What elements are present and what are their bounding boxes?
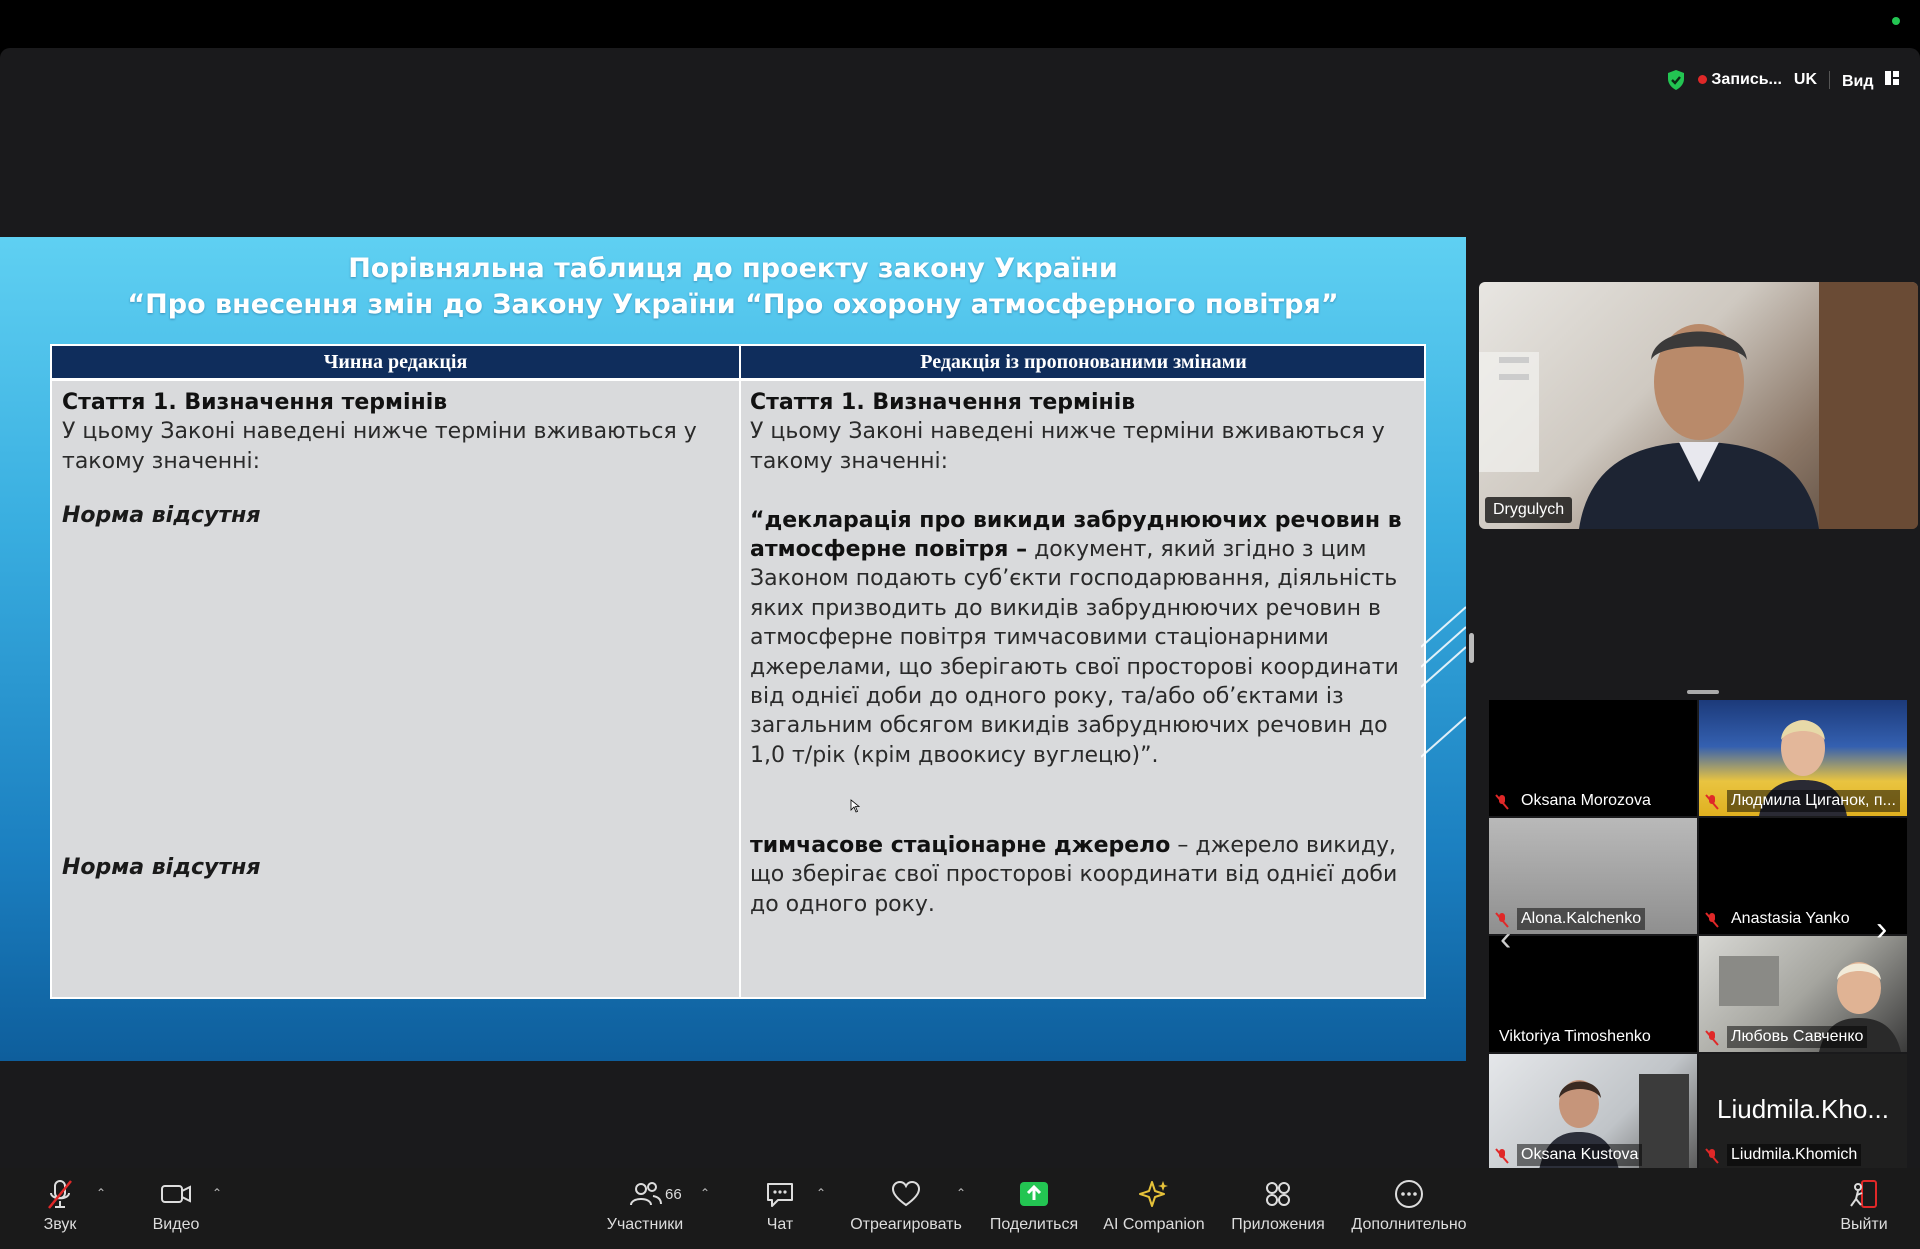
current-article-text: У цьому Законі наведені нижче терміни вживаються у такому значенні: bbox=[62, 419, 697, 474]
more-button[interactable] bbox=[1346, 1178, 1472, 1234]
proposed-article-heading: Стаття 1. Визначення термінів bbox=[750, 390, 1136, 415]
participants-count: 66 bbox=[665, 1186, 682, 1203]
participants-options-caret[interactable]: ⌃ bbox=[700, 1186, 711, 1200]
participant-tile[interactable] bbox=[1489, 936, 1697, 1052]
muted-mic-icon bbox=[1495, 794, 1509, 810]
react-label: Отреагировать bbox=[850, 1216, 962, 1233]
share-screen-icon bbox=[1018, 1178, 1050, 1210]
definition-1-text: документ, який згідно з цим Законом подають суб’єкти господарювання, діяльність яких призводить до викидів забруднюючих речовин в атмосферне повітря тимчасовими стаціонарними джерелами, що зберігають свої просторові координати від однієї доби до одного року, та/або об’єктами із загальним обсягом викидів забруднюючих речовин до 1,0 т/рік (крім двоокису вуглецю)”. bbox=[750, 537, 1399, 768]
participant-tile[interactable] bbox=[1699, 1054, 1907, 1170]
participant-tile[interactable] bbox=[1489, 818, 1697, 934]
ai-companion-label: AI Companion bbox=[1103, 1216, 1205, 1233]
muted-mic-icon bbox=[1495, 1148, 1509, 1164]
proposed-definition-2-cell bbox=[750, 831, 1418, 919]
chat-button[interactable] bbox=[760, 1178, 800, 1234]
audio-options-caret[interactable]: ⌃ bbox=[96, 1186, 107, 1200]
participant-name: Liudmila.Khomich bbox=[1727, 1144, 1861, 1166]
active-speaker-video[interactable] bbox=[1479, 282, 1918, 529]
language-button[interactable]: UK bbox=[1793, 71, 1817, 88]
current-article-heading: Стаття 1. Визначення термінів bbox=[62, 390, 448, 415]
meeting-status-bar bbox=[1666, 66, 1900, 94]
react-button[interactable] bbox=[846, 1178, 966, 1234]
comparison-table bbox=[50, 344, 1426, 999]
apps-button[interactable] bbox=[1228, 1178, 1328, 1234]
participant-tile[interactable] bbox=[1699, 936, 1907, 1052]
apps-icon bbox=[1262, 1178, 1294, 1210]
proposed-article-cell bbox=[750, 388, 1418, 770]
slide-title-line1: Порівняльна таблиця до проекту закону України bbox=[348, 253, 1118, 284]
column-header-proposed: Редакція із пропонованими змінами bbox=[920, 351, 1247, 373]
current-article-cell bbox=[62, 388, 722, 476]
recording-indicator[interactable]: Запись... bbox=[1698, 71, 1782, 89]
participant-name: Oksana Kustova bbox=[1517, 1144, 1642, 1166]
sparkle-icon bbox=[1138, 1178, 1170, 1210]
chat-label: Чат bbox=[766, 1216, 794, 1233]
norm-absent-1: Норма відсутня bbox=[62, 503, 261, 528]
audio-button[interactable] bbox=[34, 1178, 86, 1234]
gallery-prev-arrow[interactable]: ‹ bbox=[1500, 920, 1512, 958]
share-label: Поделиться bbox=[989, 1216, 1079, 1233]
muted-mic-icon bbox=[1705, 912, 1719, 928]
panel-resize-handle[interactable] bbox=[1469, 633, 1474, 663]
react-options-caret[interactable]: ⌃ bbox=[956, 1186, 967, 1200]
chat-options-caret[interactable]: ⌃ bbox=[816, 1186, 827, 1200]
participant-tile[interactable] bbox=[1699, 700, 1907, 816]
heart-icon bbox=[890, 1178, 922, 1210]
table-header-row bbox=[52, 346, 1424, 381]
shared-screen-slide bbox=[0, 237, 1466, 1061]
leave-icon bbox=[1848, 1178, 1880, 1210]
view-button[interactable]: Вид bbox=[1842, 70, 1900, 91]
leave-button[interactable] bbox=[1836, 1178, 1892, 1234]
proposed-article-text: У цьому Законі наведені нижче терміни вживаються у такому значенні: bbox=[750, 419, 1385, 474]
ai-companion-button[interactable] bbox=[1100, 1178, 1208, 1234]
camera-indicator bbox=[1892, 17, 1900, 25]
muted-mic-icon bbox=[1705, 1148, 1719, 1164]
status-divider bbox=[1829, 71, 1830, 89]
participant-name: Людмила Циганок, п... bbox=[1727, 790, 1900, 812]
participant-name: Любовь Савченко bbox=[1727, 1026, 1867, 1048]
gallery-next-arrow[interactable]: › bbox=[1876, 910, 1888, 948]
participant-display-name: Liudmila.Kho... bbox=[1717, 1094, 1889, 1124]
participant-name: Viktoriya Timoshenko bbox=[1495, 1026, 1655, 1048]
leave-label: Выйти bbox=[1840, 1216, 1888, 1233]
slide-decorative-lines bbox=[1421, 587, 1466, 767]
share-button[interactable] bbox=[988, 1178, 1080, 1234]
definition-2-term: тимчасове стаціонарне джерело bbox=[750, 833, 1171, 858]
table-column-divider bbox=[739, 346, 741, 997]
shield-icon[interactable] bbox=[1666, 69, 1686, 91]
participant-name: Alona.Kalchenko bbox=[1517, 908, 1645, 930]
column-header-current: Чинна редакція bbox=[323, 351, 468, 373]
video-options-caret[interactable]: ⌃ bbox=[212, 1186, 223, 1200]
video-label: Видео bbox=[152, 1216, 200, 1233]
window-titlebar bbox=[0, 0, 1920, 48]
norm-absent-2: Норма відсутня bbox=[62, 855, 261, 880]
participant-name: Oksana Morozova bbox=[1517, 790, 1655, 812]
record-dot-icon bbox=[1698, 75, 1707, 84]
mouse-cursor-icon bbox=[850, 799, 860, 813]
grid-view-icon bbox=[1884, 70, 1900, 86]
video-camera-icon bbox=[159, 1178, 193, 1210]
video-button[interactable] bbox=[146, 1178, 206, 1234]
more-label: Дополнительно bbox=[1351, 1216, 1467, 1233]
participant-name: Anastasia Yanko bbox=[1727, 908, 1854, 930]
definition-1-term: “декларація про викиди забруднюючих речовин в атмосферне повітря – bbox=[750, 507, 1402, 563]
participants-label: Участники bbox=[606, 1216, 684, 1233]
speaker-name-tag: Drygulych bbox=[1485, 497, 1572, 523]
definition-2-text: – джерело викиду, що зберігає свої просторові координати від однієї доби до одного року. bbox=[750, 833, 1398, 917]
speaker-silhouette bbox=[1479, 282, 1918, 529]
audio-label: Звук bbox=[43, 1216, 77, 1233]
chat-bubble-icon bbox=[764, 1178, 796, 1210]
gallery-drag-handle[interactable] bbox=[1687, 690, 1719, 694]
meeting-toolbar bbox=[0, 1168, 1920, 1249]
muted-microphone-icon bbox=[44, 1178, 76, 1210]
more-options-icon bbox=[1393, 1178, 1425, 1210]
participant-tile[interactable] bbox=[1489, 1054, 1697, 1170]
apps-label: Приложения bbox=[1231, 1216, 1325, 1233]
muted-mic-icon bbox=[1705, 794, 1719, 810]
participants-icon bbox=[628, 1178, 662, 1210]
muted-mic-icon bbox=[1705, 1030, 1719, 1046]
participant-tile[interactable] bbox=[1489, 700, 1697, 816]
slide-title-line2: “Про внесення змін до Закону України “Про охорону атмосферного повітря” bbox=[127, 289, 1339, 320]
